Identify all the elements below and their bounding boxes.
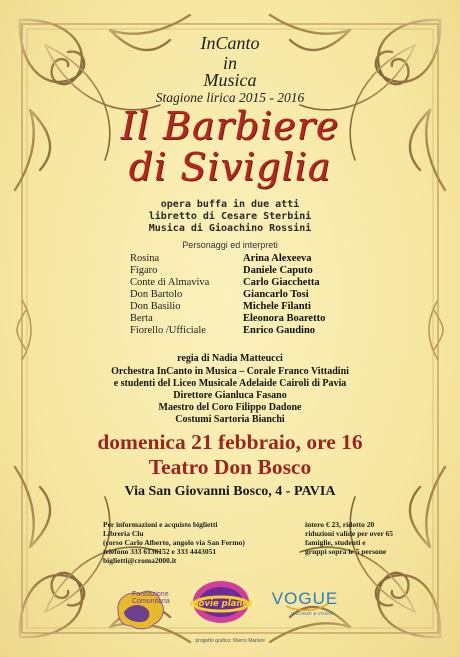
- ticket-info: [103, 520, 283, 565]
- price-info-line: intero € 23, ridotto 20: [305, 520, 375, 529]
- header-line-3: Musica: [203, 70, 257, 90]
- cast-row: [130, 265, 390, 277]
- graphic-design-credit: progetto grafico: Marco Mariani: [195, 638, 265, 644]
- movie-planet-logo: [190, 578, 252, 626]
- cast-row: [130, 253, 390, 265]
- subtitle-line-3: Musica di Gioachino Rossini: [148, 223, 312, 234]
- cast-list: [130, 253, 390, 337]
- ticket-info-line: Per informazioni e acquisto biglietti: [103, 520, 218, 529]
- title-line-2: di Siviglia: [128, 145, 332, 189]
- cast-role: Don Bartolo: [130, 289, 183, 300]
- credit-orchestra: Orchestra InCanto in Musica – Corale Franco Vittadini: [111, 366, 349, 377]
- season-label: Stagione lirica 2015 - 2016: [155, 90, 305, 105]
- credit-students: e studenti del Liceo Musicale Adelaide Cairoli di Pavia: [113, 378, 347, 389]
- movie-planet-logo-text: movie planet: [190, 599, 252, 609]
- ticket-info-line: telefono 333 6136152 e 333 4443051: [103, 547, 217, 556]
- cast-row: [130, 313, 390, 325]
- price-info-line: riduzioni valide per over 65: [305, 529, 394, 538]
- cast-heading: Personaggi ed interpreti: [182, 240, 278, 250]
- cast-row: [130, 289, 390, 301]
- event-venue: Teatro Don Bosco: [148, 455, 312, 479]
- cast-row: [130, 277, 390, 289]
- event-address: Via San Giovanni Bosco, 4 - PAVIA: [124, 484, 336, 499]
- price-info-line: famiglie, studenti e: [305, 538, 366, 547]
- fondazione-logo: [110, 580, 180, 632]
- side-ornament-left: [17, 300, 31, 360]
- fondazione-logo-text-2: Comunitaria: [132, 598, 170, 605]
- cast-actor: Michele Filanti: [243, 301, 311, 312]
- cast-actor: Carlo Giacchetta: [243, 277, 320, 288]
- price-info-line: gruppi sopra le 5 persone: [305, 547, 387, 556]
- vogue-logo-text: VOGUE: [271, 589, 339, 608]
- credit-costumes: Costumi Sartoria Bianchi: [175, 414, 285, 425]
- vogue-logo-subtext: VACANZE & VIAGGI: [291, 611, 333, 616]
- cast-actor: Enrico Gaudino: [243, 325, 316, 336]
- side-ornament-right: [429, 300, 443, 360]
- ticket-email: biglietti@croma2000.it: [103, 556, 177, 565]
- cast-actor: Eleonora Boaretto: [243, 313, 326, 324]
- event-date: domenica 21 febbraio, ore 16: [97, 430, 363, 454]
- cast-role: Rosina: [130, 253, 160, 264]
- cast-role: Don Basilio: [130, 301, 181, 312]
- cast-role: Berta: [130, 313, 153, 324]
- cast-actor: Giancarlo Tosi: [243, 289, 309, 300]
- cast-actor: Daniele Caputo: [243, 265, 313, 276]
- cast-row: [130, 325, 390, 337]
- credit-chorus-master: Maestro del Coro Filippo Dadone: [158, 402, 302, 413]
- cast-role: Conte di Almaviva: [130, 277, 210, 288]
- subtitle-line-2: libretto di Cesare Sterbini: [148, 211, 312, 222]
- ticket-info-line: (corso Carlo Alberto, angolo via San Fermo): [103, 538, 245, 547]
- credit-conductor: Direttore Gianluca Fasano: [173, 390, 287, 401]
- fondazione-logo-text-1: Fondazione: [132, 591, 169, 598]
- cast-role: Figaro: [130, 265, 158, 276]
- price-info: [305, 520, 425, 556]
- subtitle-line-1: opera buffa in due atti: [160, 199, 300, 210]
- vogue-logo: [264, 582, 346, 622]
- cast-role: Fiorello /Ufficiale: [130, 325, 206, 336]
- credit-director: regia di Nadia Matteucci: [177, 353, 283, 364]
- cast-actor: Arina Alexeeva: [243, 253, 312, 264]
- header-line-1: InCanto: [200, 33, 260, 53]
- ticket-info-line: Libreria Clu: [103, 529, 144, 538]
- cast-row: [130, 301, 390, 313]
- title-line-1: Il Barbiere: [120, 104, 340, 148]
- header-line-2: in: [222, 53, 237, 73]
